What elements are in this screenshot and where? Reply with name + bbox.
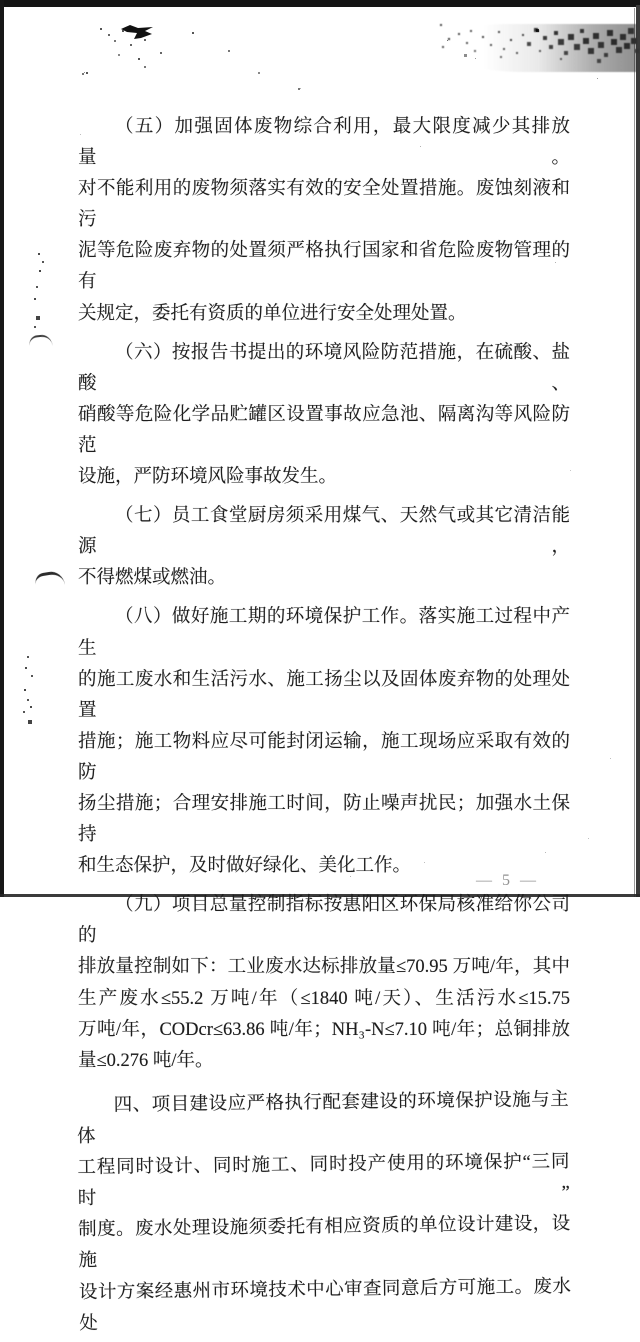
paragraph-item-5 [78,112,570,330]
speckle-cluster-top-left [100,28,102,30]
document-body [78,112,570,1342]
text-line: 工程同时设计、同时施工、同时投产使用的环境保护“三同时” [77,1152,570,1210]
paragraph-item-9 [78,890,570,1077]
text-line: 扬尘措施；合理安排施工时间，防止噪声扰民；加强水土保持 [78,793,570,846]
text-line: （九）项目总量控制指标按惠阳区环保局核准给你公司的 [78,895,570,947]
text-line: （七）员工食堂厨房须采用煤气、天然气或其它清洁能源， [78,506,570,558]
text-line: 制度。废水处理设施须委托有相应资质的单位设计建设，设施 [78,1214,571,1272]
margin-mark-dots-upper [38,253,40,255]
paragraph-item-7 [78,501,570,594]
text-line: 的施工废水和生活污水、施工扬尘以及固体废弃物的处理处置 [78,669,570,721]
text-line: 硝酸等危险化学品贮罐区设置事故应急池、隔离沟等风险防范 [78,404,570,456]
paragraph-section-4 [77,1085,572,1340]
paragraph-item-8 [78,602,570,882]
text-line: 对不能利用的废物须落实有效的安全处置措施。废蚀刻液和污 [78,179,570,231]
text-line: （六）按报告书提出的环境风险防范措施，在硫酸、盐酸、 [78,342,570,394]
text-line: 不得燃煤或燃油。 [78,568,227,589]
scan-border-top [0,0,640,7]
ink-blot-shape [121,22,161,42]
text-line: 泥等危险废弃物的处置须严格执行国家和省危险废物管理的有 [78,241,570,293]
text-line: （八）做好施工期的环境保护工作。落实施工过程中产生 [78,607,570,659]
margin-arc-mark-upper [28,334,52,348]
text-line: 四、项目建设应严格执行配套建设的环境保护设施与主体 [76,1089,569,1147]
text-line: 设施，严防环境风险事故发生。 [78,467,338,488]
smudge-speckles [440,24,442,26]
scan-border-right-light-line [634,8,635,897]
text-line: 万吨/年，CODcr≤63.86 吨/年；NH₃-N≤7.10 吨/年；总铜排放 [78,1019,570,1040]
scan-noise-speckles [0,0,1,1]
text-line: （五）加强固体废物综合利用，最大限度减少其排放量。 [78,117,570,169]
margin-arc-mark-lower [34,570,65,589]
smudge-top-right [440,24,636,72]
scan-border-left [0,0,4,897]
text-line: 生产废水≤55.2 万吨/年（≤1840 吨/天）、生活污水≤15.75 [78,988,570,1009]
text-line: 设计方案经惠州市环境技术中心审查同意后方可施工。废水处 [78,1276,572,1334]
scan-border-right [636,5,640,897]
page-number: — 5 — [476,872,539,889]
text-line: 和生态保护，及时做好绿化、美化工作。 [78,856,412,877]
text-line: 关规定，委托有资质的单位进行安全处理处置。 [78,303,467,324]
paragraph-item-6 [78,338,570,493]
text-line: 措施；施工物料应尽可能封闭运输，施工现场应采取有效的防 [78,731,570,783]
ink-blot-icon [121,22,161,42]
text-line: 排放量控制如下：工业废水达标排放量≤70.95 万吨/年，其中 [78,957,570,978]
margin-mark-dots-lower [27,656,29,658]
text-line: 量≤0.276 吨/年。 [78,1050,214,1071]
